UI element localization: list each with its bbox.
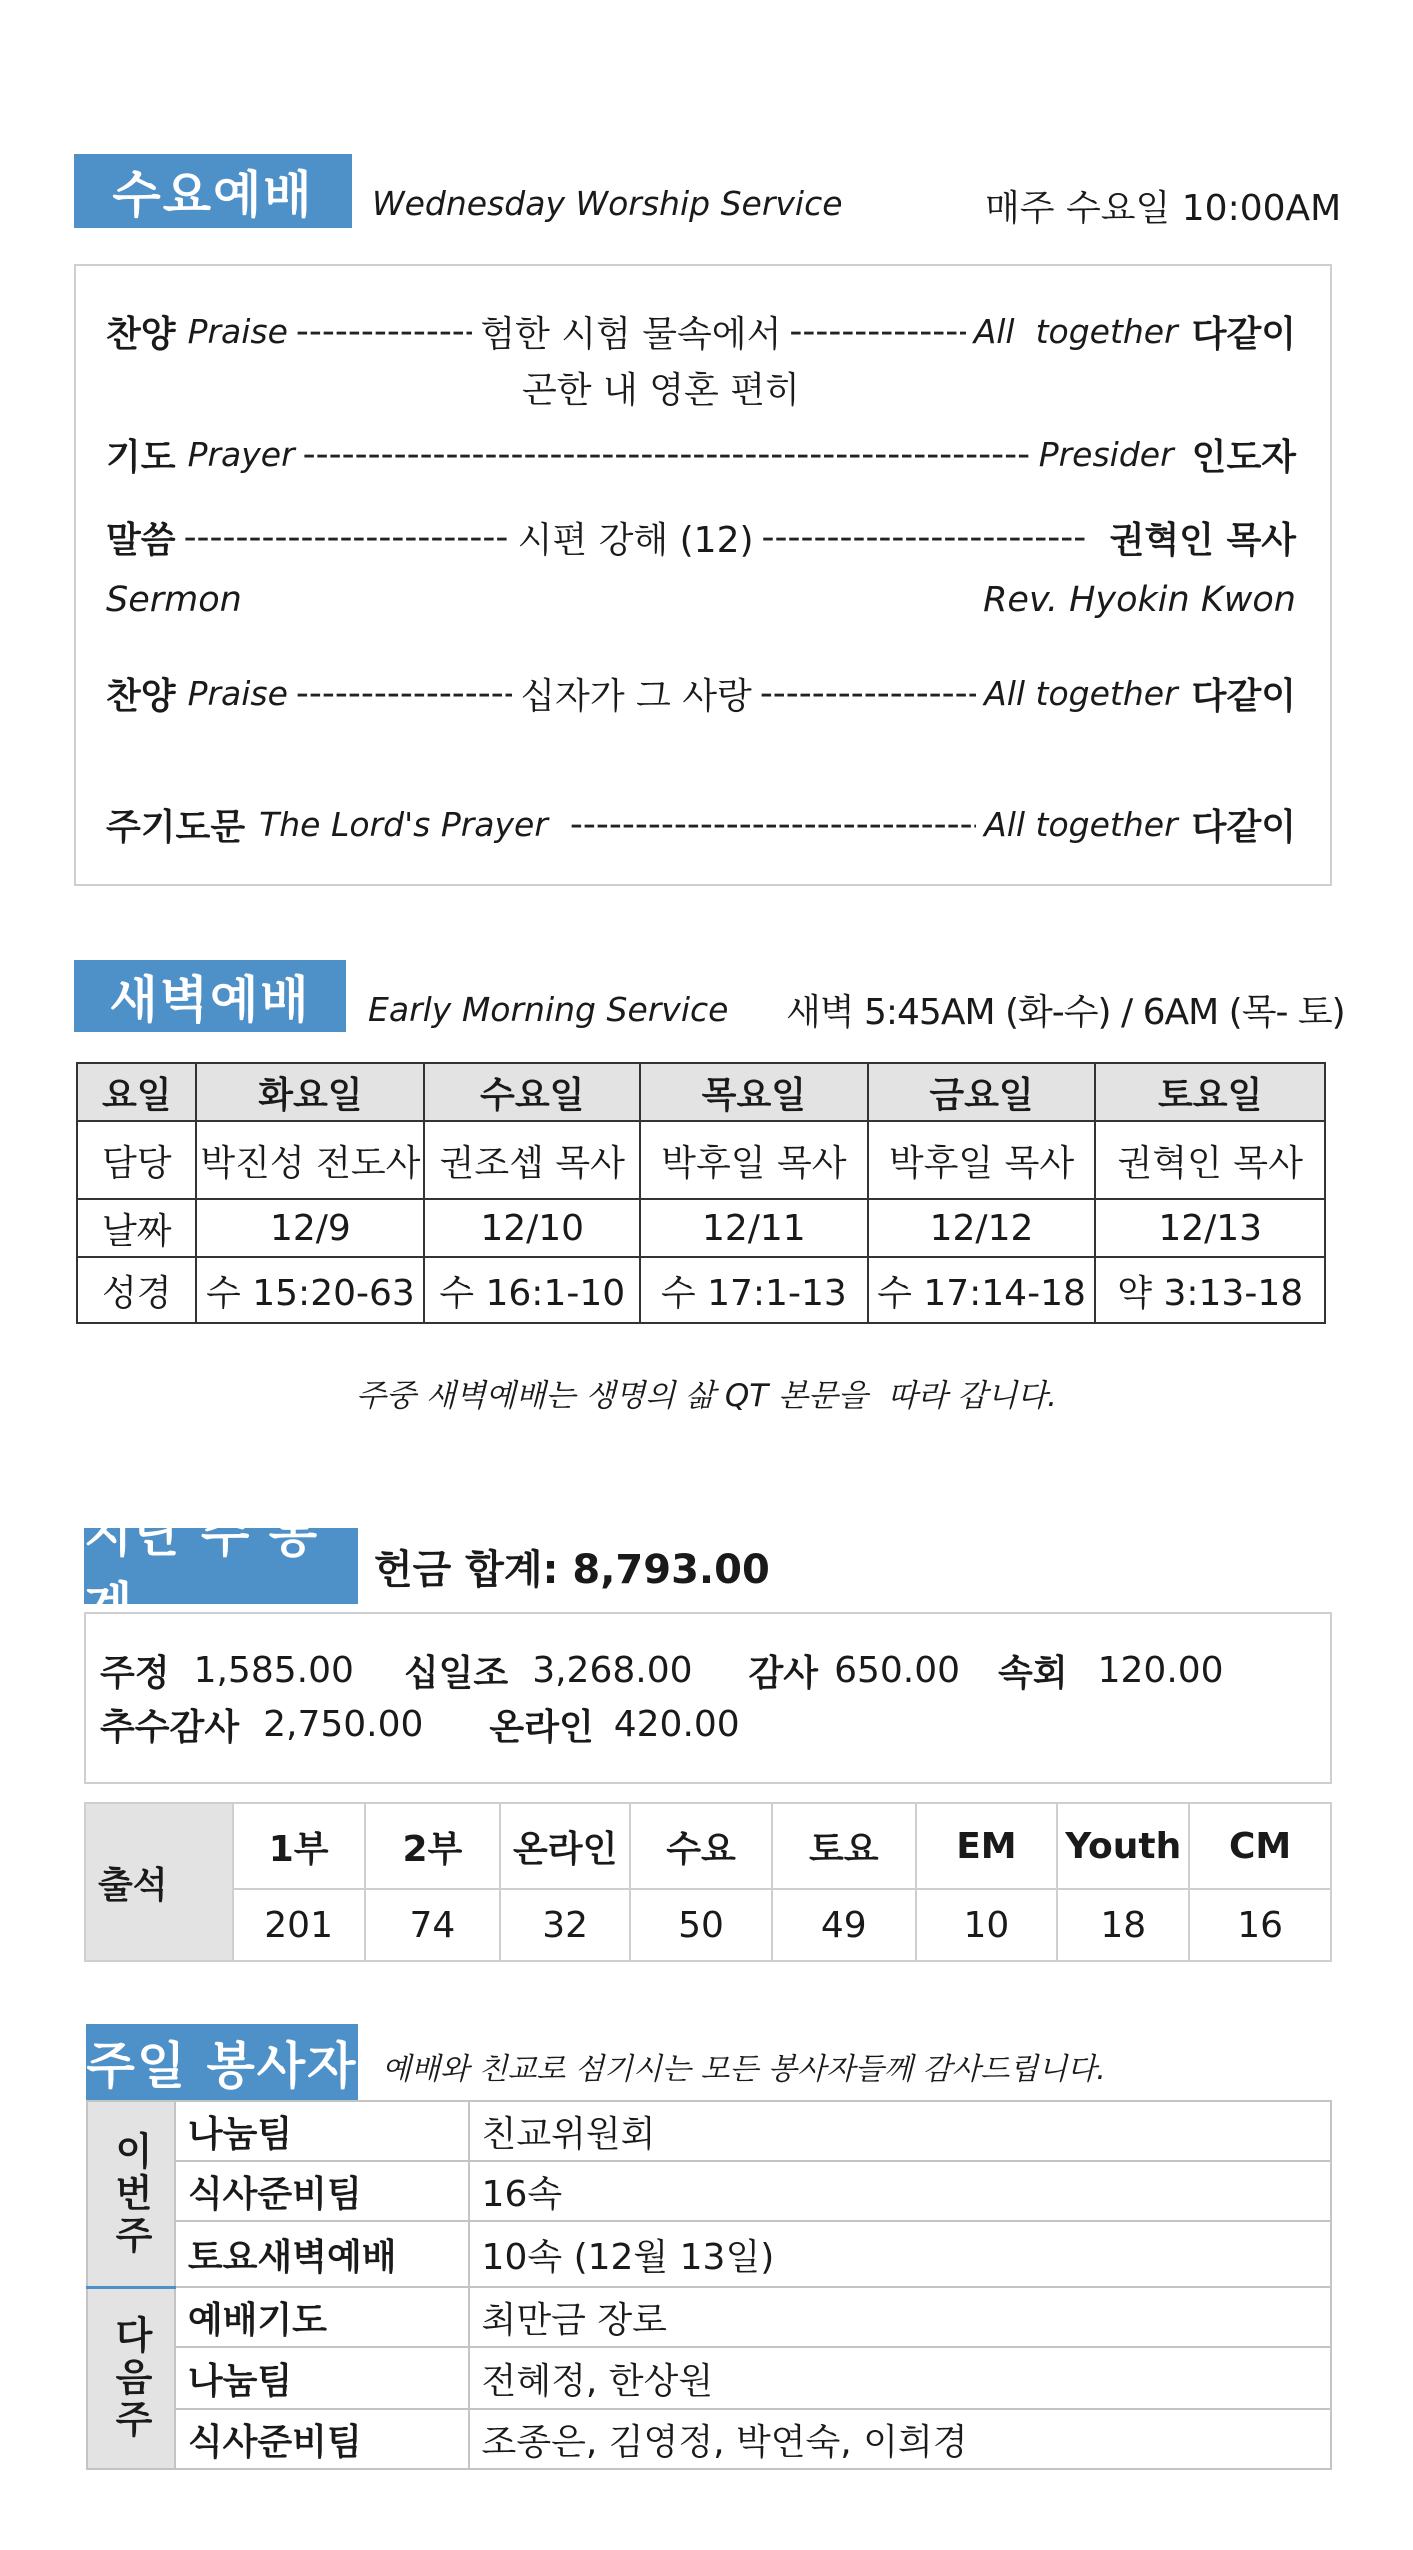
volunteer-name: 친교위원회 xyxy=(469,2101,1331,2161)
next-week-label: 다음주 xyxy=(87,2287,175,2469)
dash-leader xyxy=(760,673,976,714)
morning-badge: 새벽예배 xyxy=(74,960,346,1032)
attendance-header-cell: 토요 xyxy=(772,1803,916,1889)
dash-leader xyxy=(789,311,965,352)
offering-label: 감사 xyxy=(748,1652,819,1694)
attendance-value-cell: 50 xyxy=(630,1889,772,1961)
morning-subtitle: Early Morning Service xyxy=(368,990,729,1029)
volunteer-role: 식사준비팀 xyxy=(175,2409,469,2469)
table-cell: 날짜 xyxy=(77,1199,196,1257)
offerings-box xyxy=(84,1612,1332,1784)
morning-schedule-table xyxy=(76,1062,1326,1324)
attendance-header-cell: CM xyxy=(1189,1803,1331,1889)
order-ko: 찬양 xyxy=(106,313,176,355)
wednesday-order-box xyxy=(74,264,1332,886)
table-cell: 수 17:14-18 xyxy=(868,1257,1096,1323)
order-en: Praise xyxy=(187,673,288,713)
attendance-header-cell: 온라인 xyxy=(500,1803,630,1889)
volunteer-name: 16속 xyxy=(469,2161,1331,2221)
volunteer-name: 최만금 장로 xyxy=(469,2287,1331,2347)
volunteer-role: 토요새벽예배 xyxy=(175,2221,469,2287)
order-ko: 말씀 xyxy=(106,519,176,561)
offering-label: 온라인 xyxy=(489,1706,594,1748)
order-center-line2: 곤한 내 영혼 편히 xyxy=(522,370,800,411)
order-right-ko: 권혁인 목사 xyxy=(1109,519,1296,561)
order-right-ko: 인도자 xyxy=(1191,436,1296,478)
table-header-cell: 토요일 xyxy=(1095,1063,1325,1121)
attendance-value-cell: 49 xyxy=(772,1889,916,1961)
table-header-cell: 요일 xyxy=(77,1063,196,1121)
order-ko: 기도 xyxy=(106,436,176,478)
table-cell: 수 17:1-13 xyxy=(640,1257,868,1323)
table-cell: 12/11 xyxy=(640,1199,868,1257)
dash-leader xyxy=(184,517,510,558)
volunteers-badge: 주일 봉사자 xyxy=(86,2024,358,2100)
table-cell: 12/10 xyxy=(424,1199,640,1257)
offering-value: 650.00 xyxy=(834,1649,961,1691)
order-row-praise-2 xyxy=(106,668,1296,718)
table-row xyxy=(77,1121,1325,1199)
offering-value: 120.00 xyxy=(1097,1649,1224,1691)
wednesday-badge: 수요예배 xyxy=(74,154,352,228)
table-row xyxy=(87,2221,1331,2287)
attendance-value-cell: 201 xyxy=(233,1889,365,1961)
volunteer-role: 예배기도 xyxy=(175,2287,469,2347)
morning-note: 주중 새벽예배는 생명의 삶 QT 본문을 따라 갑니다. xyxy=(356,1378,1057,1414)
order-en: The Lord's Prayer xyxy=(259,804,548,844)
order-row-praise-1 xyxy=(106,306,1296,356)
table-header-cell: 목요일 xyxy=(640,1063,868,1121)
table-cell: 성경 xyxy=(77,1257,196,1323)
attendance-header-cell: 수요 xyxy=(630,1803,772,1889)
order-right-ko: 다같이 xyxy=(1191,806,1296,848)
table-cell: 권조셉 목사 xyxy=(424,1121,640,1199)
order-center: 시편 강해 (12) xyxy=(517,519,754,561)
volunteer-role: 식사준비팀 xyxy=(175,2161,469,2221)
table-header-row xyxy=(77,1063,1325,1121)
dash-leader xyxy=(296,311,472,352)
table-cell: 수 15:20-63 xyxy=(196,1257,424,1323)
attendance-value-cell: 74 xyxy=(365,1889,501,1961)
offering-value: 1,585.00 xyxy=(193,1649,354,1691)
dash-leader xyxy=(296,673,512,714)
order-en: Praise xyxy=(187,311,288,351)
table-header-cell: 화요일 xyxy=(196,1063,424,1121)
attendance-header-cell: Youth xyxy=(1057,1803,1189,1889)
table-cell: 박후일 목사 xyxy=(868,1121,1096,1199)
attendance-value-cell: 32 xyxy=(500,1889,630,1961)
attendance-value-cell: 18 xyxy=(1057,1889,1189,1961)
offering-label: 십일조 xyxy=(403,1652,509,1694)
volunteer-name: 조종은, 김영정, 박연숙, 이희경 xyxy=(469,2409,1331,2469)
volunteer-role: 나눔팀 xyxy=(175,2101,469,2161)
offerings-row-2 xyxy=(100,1698,1330,1750)
offering-value: 2,750.00 xyxy=(263,1703,424,1745)
dash-leader xyxy=(762,517,1088,558)
table-cell: 권혁인 목사 xyxy=(1095,1121,1325,1199)
order-row-prayer xyxy=(106,429,1296,479)
order-right-en: Presider xyxy=(1038,434,1174,474)
volunteer-name: 10속 (12월 13일) xyxy=(469,2221,1331,2287)
order-sermon-en: Sermon xyxy=(106,580,242,620)
attendance-header-cell: 2부 xyxy=(365,1803,501,1889)
order-right-ko: 다같이 xyxy=(1191,675,1296,717)
wednesday-subtitle: Wednesday Worship Service xyxy=(372,184,843,223)
table-cell: 수 16:1-10 xyxy=(424,1257,640,1323)
order-ko: 주기도문 xyxy=(106,806,246,848)
attendance-value-cell: 10 xyxy=(916,1889,1058,1961)
offering-value: 420.00 xyxy=(613,1703,740,1745)
order-right-ko: 다같이 xyxy=(1191,313,1297,355)
table-row xyxy=(87,2101,1331,2161)
table-row xyxy=(77,1257,1325,1323)
attendance-label: 출석 xyxy=(85,1803,233,1961)
this-week-label: 이번주 xyxy=(87,2101,175,2287)
table-row xyxy=(77,1199,1325,1257)
order-en: Prayer xyxy=(187,434,295,474)
stats-total: 헌금 합계: 8,793.00 xyxy=(374,1547,770,1593)
table-cell: 약 3:13-18 xyxy=(1095,1257,1325,1323)
attendance-header-row xyxy=(85,1803,1331,1889)
attendance-header-cell: EM xyxy=(916,1803,1058,1889)
order-right-en: All together xyxy=(984,673,1178,713)
offering-label: 속회 xyxy=(998,1652,1068,1694)
dash-leader xyxy=(570,804,976,845)
table-cell: 박후일 목사 xyxy=(640,1121,868,1199)
table-row xyxy=(87,2287,1331,2347)
table-cell: 박진성 전도사 xyxy=(196,1121,424,1199)
attendance-value-cell: 16 xyxy=(1189,1889,1331,1961)
volunteers-note: 예배와 친교로 섬기시는 모든 봉사자들께 감사드립니다. xyxy=(382,2052,1106,2087)
order-center: 십자가 그 사랑 xyxy=(520,675,752,717)
table-cell: 12/12 xyxy=(868,1199,1096,1257)
table-row xyxy=(87,2347,1331,2409)
offering-label: 추수감사 xyxy=(100,1706,240,1748)
dash-leader xyxy=(303,434,1031,475)
attendance-values-row xyxy=(85,1889,1331,1961)
order-right-en: All together xyxy=(984,804,1178,844)
attendance-header-cell: 1부 xyxy=(233,1803,365,1889)
order-right-en: All together xyxy=(973,311,1178,351)
wednesday-time: 매주 수요일 10:00AM xyxy=(985,188,1342,229)
table-cell: 담당 xyxy=(77,1121,196,1199)
stats-badge: 지난 주 통계 xyxy=(84,1528,358,1604)
order-row-lords-prayer xyxy=(106,799,1296,849)
volunteers-table xyxy=(86,2100,1332,2470)
order-center: 험한 시험 물속에서 xyxy=(480,313,782,355)
table-row xyxy=(87,2409,1331,2469)
table-row xyxy=(87,2161,1331,2221)
attendance-table xyxy=(84,1802,1332,1962)
table-header-cell: 금요일 xyxy=(868,1063,1096,1121)
order-sermon-right-en: Rev. Hyokin Kwon xyxy=(983,580,1296,620)
offering-value: 3,268.00 xyxy=(532,1649,693,1691)
offering-label: 주정 xyxy=(100,1652,170,1694)
table-cell: 12/9 xyxy=(196,1199,424,1257)
offerings-row-1 xyxy=(100,1644,1330,1696)
table-cell: 12/13 xyxy=(1095,1199,1325,1257)
order-row-sermon xyxy=(106,512,1296,562)
volunteer-role: 나눔팀 xyxy=(175,2347,469,2409)
order-ko: 찬양 xyxy=(106,675,176,717)
volunteer-name: 전혜정, 한상원 xyxy=(469,2347,1331,2409)
table-header-cell: 수요일 xyxy=(424,1063,640,1121)
morning-time: 새벽 5:45AM (화-수) / 6AM (목- 토) xyxy=(786,992,1345,1033)
